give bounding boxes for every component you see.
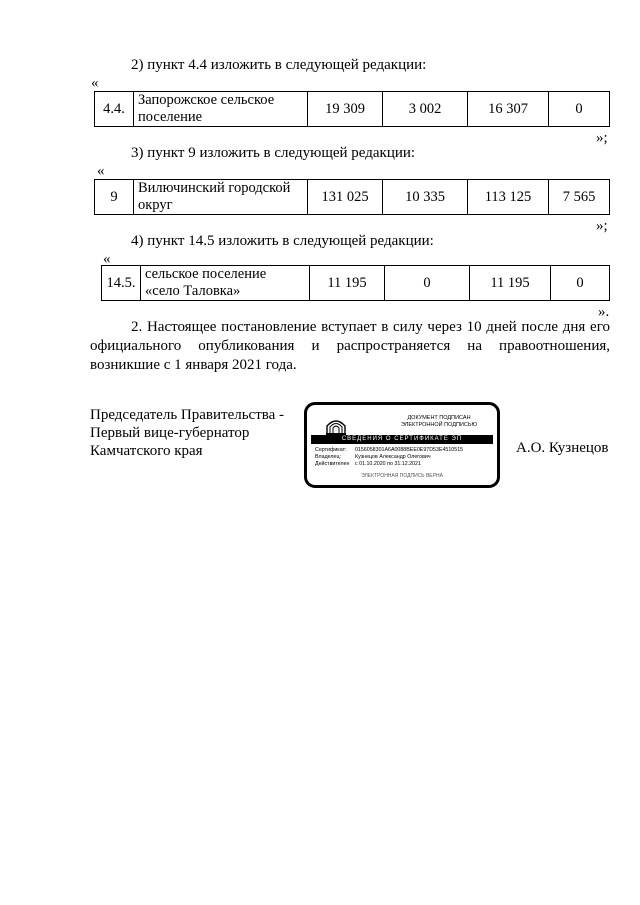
row-name-line2: округ bbox=[138, 197, 173, 213]
certificate-value: 0156058301А6А0088ВЕЕ0Е97D53Е4510515 bbox=[355, 447, 464, 453]
row-value-4: 7 565 bbox=[549, 180, 610, 215]
closing-line-1: 2. Настоящее постановление вступает в силу через 10 дней после дня его bbox=[131, 319, 610, 335]
row-name-line1: сельское поселение bbox=[145, 266, 267, 282]
open-quote: « bbox=[91, 75, 99, 91]
row-value-2: 0 bbox=[385, 266, 470, 301]
row-value-3: 113 125 bbox=[468, 180, 549, 215]
owner-value: Кузнецов Александр Олегович bbox=[355, 454, 431, 460]
coat-of-arms-icon bbox=[325, 414, 347, 436]
amendment-intro: 3) пункт 9 изложить в следующей редакции: bbox=[131, 145, 416, 161]
row-value-1: 131 025 bbox=[308, 180, 383, 215]
stamp-note: ЭЛЕКТРОННАЯ ПОДПИСЬ ВЕРНА bbox=[361, 473, 443, 479]
row-value-3: 16 307 bbox=[468, 92, 549, 127]
row-number: 9 bbox=[95, 180, 134, 215]
row-value-1: 11 195 bbox=[310, 266, 385, 301]
signatory-title-line3: Камчатского края bbox=[90, 443, 203, 459]
row-value-3: 11 195 bbox=[470, 266, 551, 301]
electronic-signature-stamp bbox=[304, 402, 500, 488]
table-row bbox=[102, 266, 610, 301]
row-name-line1: Запорожское сельское bbox=[138, 92, 275, 108]
row-value-2: 10 335 bbox=[383, 180, 468, 215]
validity-label: Действителен bbox=[315, 461, 350, 467]
closing-paragraph bbox=[90, 318, 610, 375]
signatory-title-line1: Председатель Правительства - bbox=[90, 407, 285, 423]
signatory-title-line2: Первый вице-губернатор bbox=[90, 425, 250, 441]
row-name bbox=[134, 180, 308, 215]
close-quote: ». bbox=[598, 304, 610, 320]
certificate-label: Сертификат: bbox=[315, 447, 347, 453]
row-value-1: 19 309 bbox=[308, 92, 383, 127]
stamp-heading-line2: ЭЛЕКТРОННОЙ ПОДПИСЬЮ bbox=[400, 422, 478, 428]
row-name-line2: поселение bbox=[138, 109, 203, 125]
validity-row bbox=[315, 461, 421, 468]
row-name-line2: «село Таловка» bbox=[145, 283, 241, 299]
owner-label: Владелец: bbox=[315, 454, 341, 460]
stamp-heading-line1: ДОКУМЕНТ ПОДПИСАН bbox=[407, 415, 471, 421]
row-value-4: 0 bbox=[551, 266, 610, 301]
stamp-heading bbox=[389, 415, 489, 429]
closing-line-2: официального опубликования и распространяется на правоотношения, bbox=[90, 338, 610, 354]
amendment-intro: 2) пункт 4.4 изложить в следующей редакции: bbox=[131, 57, 427, 73]
amendment-table bbox=[101, 265, 610, 301]
row-name-line1: Вилючинский городской bbox=[138, 180, 291, 196]
open-quote: « bbox=[97, 163, 105, 179]
row-name bbox=[141, 266, 310, 301]
table-row bbox=[95, 92, 610, 127]
amendment-intro: 4) пункт 14.5 изложить в следующей редакции: bbox=[131, 233, 434, 249]
closing-line-3: возникшие с 1 января 2021 года. bbox=[90, 357, 297, 373]
signatory-name: А.О. Кузнецов bbox=[516, 440, 609, 456]
close-quote: »; bbox=[596, 218, 608, 234]
row-value-4: 0 bbox=[549, 92, 610, 127]
stamp-banner: СВЕДЕНИЯ О СЕРТИФИКАТЕ ЭП bbox=[311, 435, 493, 444]
owner-row bbox=[315, 454, 431, 461]
row-name bbox=[134, 92, 308, 127]
open-quote: « bbox=[103, 251, 111, 267]
validity-value: с 01.10.2020 по 31.12.2021 bbox=[355, 461, 421, 467]
certificate-row bbox=[315, 447, 463, 454]
row-value-2: 3 002 bbox=[383, 92, 468, 127]
table-row bbox=[95, 180, 610, 215]
row-number: 4.4. bbox=[95, 92, 134, 127]
signatory-title bbox=[90, 406, 284, 460]
close-quote: »; bbox=[596, 130, 608, 146]
amendment-table bbox=[94, 91, 610, 127]
amendment-table bbox=[94, 179, 610, 215]
row-number: 14.5. bbox=[102, 266, 141, 301]
